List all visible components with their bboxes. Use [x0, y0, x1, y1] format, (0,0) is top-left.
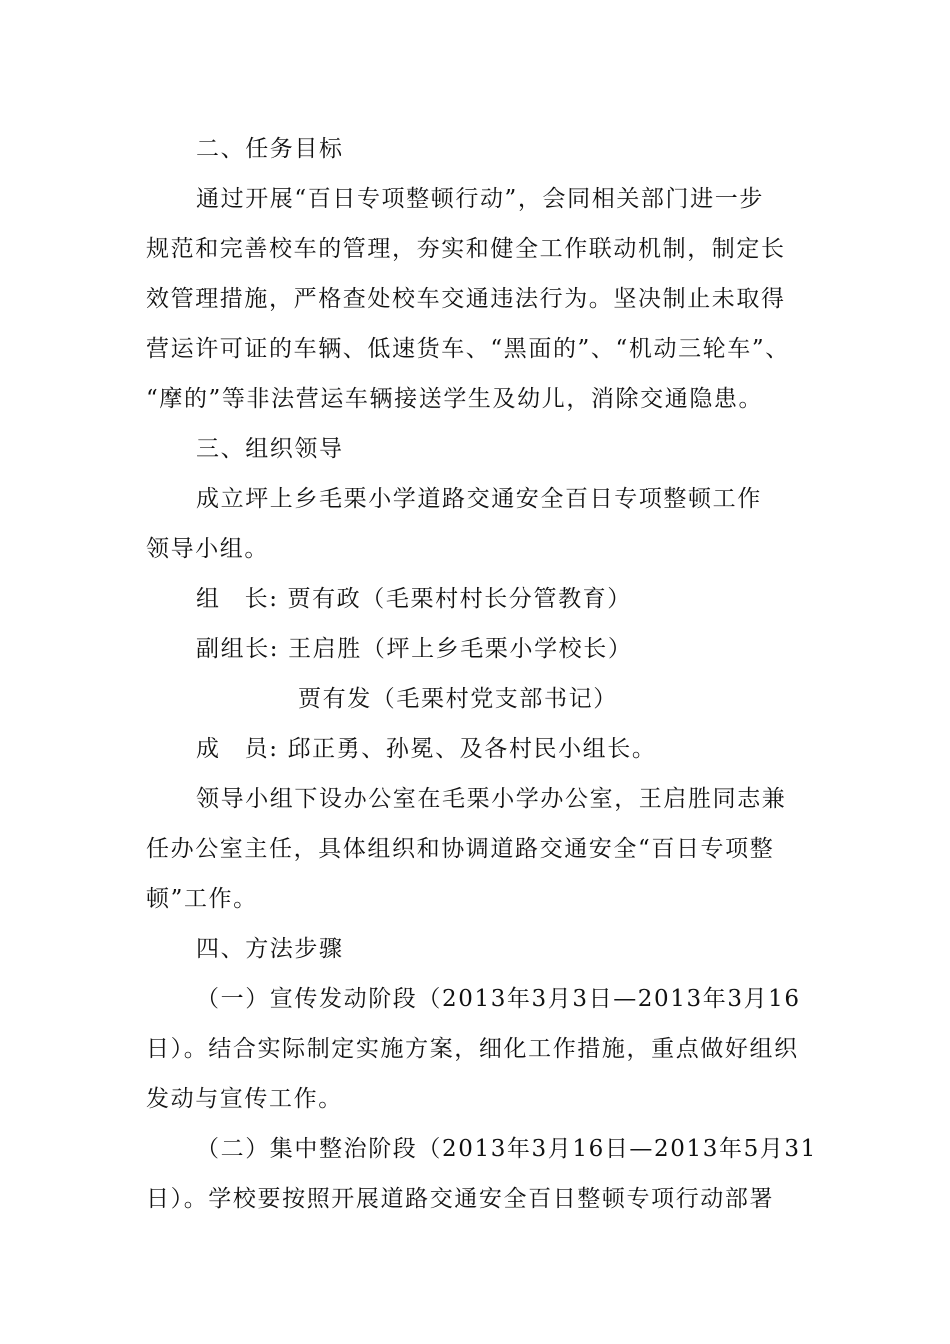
paragraph-line: 规范和完善校车的管理，夯实和健全工作联动机制，制定长 — [146, 236, 786, 262]
paragraph-line: （二）集中整治阶段（2013年3月16日—2013年5月31 — [196, 1136, 817, 1162]
paragraph-line: 顿”工作。 — [146, 886, 258, 912]
leader-row — [196, 574, 826, 624]
section-heading-organization: 三、组织领导 — [196, 436, 344, 462]
paragraph-line: （一）宣传发动阶段（2013年3月3日—2013年3月16 — [196, 986, 801, 1012]
paragraph-line: 领导小组下设办公室在毛栗小学办公室，王启胜同志兼 — [196, 786, 787, 812]
member-label-first: 成 — [196, 736, 221, 762]
paragraph-line: 通过开展“百日专项整顿行动”，会同相关部门进一步 — [196, 186, 764, 212]
paragraph-line: 营运许可证的车辆、低速货车、“黑面的”、“机动三轮车”、 — [146, 336, 790, 362]
paragraph-line: 日）。学校要按照开展道路交通安全百日整顿专项行动部署 — [146, 1186, 775, 1212]
section-heading-methods: 四、方法步骤 — [196, 936, 344, 962]
paragraph-line: 效管理措施，严格查处校车交通违法行为。坚决制止未取得 — [146, 286, 786, 312]
paragraph-line: 任办公室主任，具体组织和协调道路交通安全“百日专项整 — [146, 836, 775, 862]
section-heading-task-goals: 二、任务目标 — [196, 136, 344, 162]
member-label-second: 员: — [244, 736, 279, 762]
paragraph-line: 成立坪上乡毛栗小学道路交通安全百日专项整顿工作 — [196, 486, 762, 512]
paragraph-line: 日）。结合实际制定实施方案，细化工作措施，重点做好组织 — [146, 1036, 799, 1062]
paragraph-line: “摩的”等非法营运车辆接送学生及幼儿，消除交通隐患。 — [146, 386, 764, 412]
deputy-leader-row — [196, 624, 826, 674]
deputy-value: 王启胜（坪上乡毛栗小学校长） — [288, 636, 633, 662]
leader-value: 贾有政（毛栗村村长分管教育） — [287, 586, 632, 612]
paragraph-line: 领导小组。 — [146, 536, 269, 562]
deputy-label: 副组长: — [196, 636, 280, 662]
leader-label-second: 长: — [244, 586, 279, 612]
paragraph-line: 发动与宣传工作。 — [146, 1086, 343, 1112]
deputy-leader-row-2: 贾有发（毛栗村党支部书记） — [298, 686, 618, 712]
member-value: 邱正勇、孙冕、及各村民小组长。 — [287, 736, 657, 762]
member-row — [196, 724, 826, 774]
leader-label-first: 组 — [196, 586, 221, 612]
